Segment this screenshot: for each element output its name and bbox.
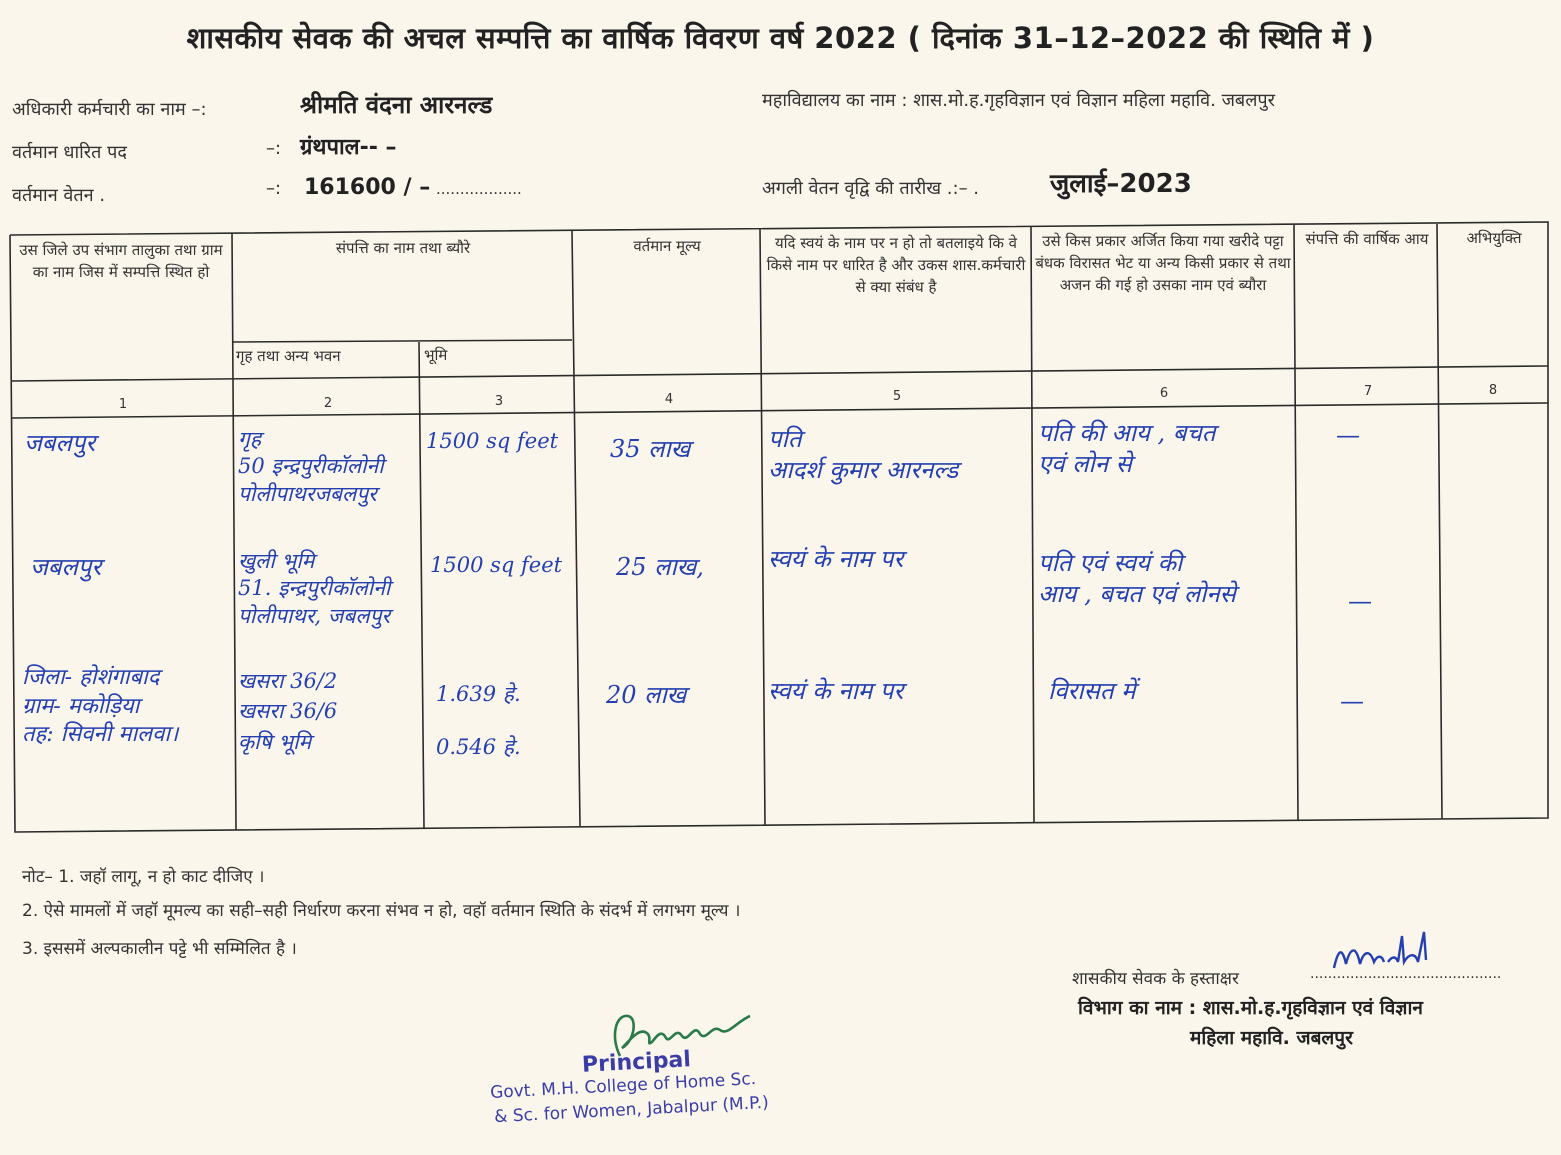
- employee-name-label: अधिकारी कर्मचारी का नाम –:: [12, 99, 207, 120]
- col-number-6: 6: [1159, 386, 1169, 401]
- header-holder-relation: यदि स्वयं के नाम पर न हो तो बतलाइये कि वे किसे नाम पर धारित है और उकस शास.कर्मचारी से क्या संबंध है: [766, 234, 1026, 296]
- col-number-8: 8: [1488, 383, 1498, 398]
- table-row-3-acquired: विरासत में: [1048, 677, 1136, 705]
- note-2: 2. ऐसे मामलों में जहॉ मूमल्य का सही–सही निर्धारण करना संभव न हो, वहॉ वर्तमान स्थिति के संदर्भ में लगभग मूल्य ।: [22, 901, 741, 921]
- col-number-2: 2: [323, 396, 333, 411]
- header-property-details: संपत्ति का नाम तथा ब्यौरे: [335, 239, 471, 257]
- current-post-label: वर्तमान धारित पद: [12, 142, 127, 163]
- header-current-value: वर्तमान मूल्य: [633, 237, 701, 255]
- table-row-3-land: 1.639 हे. 0.546 हे.: [436, 682, 521, 759]
- employee-name-value: श्रीमति वंदना आरनल्ड: [300, 91, 493, 119]
- principal-stamp-title: Principal: [581, 1047, 692, 1078]
- table-row-1-holder: पति आदर्श कुमार आरनल्ड: [768, 425, 959, 485]
- table-row-2-place: जबलपुर: [30, 553, 102, 581]
- current-post-value: ग्रंथपाल-- –: [300, 135, 397, 160]
- table-row-3-holder: स्वयं के नाम पर: [768, 677, 904, 705]
- table-row-1-value: 35 लाख: [610, 435, 691, 463]
- employee-signature-scribble: [1330, 928, 1450, 978]
- header-building: गृह तथा अन्य भवन: [236, 347, 341, 365]
- table-row-2-holder: स्वयं के नाम पर: [768, 545, 904, 573]
- current-salary-label: वर्तमान वेतन .: [12, 185, 106, 206]
- col-number-3: 3: [494, 394, 504, 409]
- table-row-3-place: जिला- होशंगाबाद ग्राम- मकोड़िया तह: सिवनी मालवा।: [22, 665, 179, 748]
- table-row-2-building: खुली भूमि 51. इन्द्रपुरीकॉलोनी पोलीपाथर, जबलपुर: [238, 549, 391, 628]
- current-post-separator: –:: [266, 138, 282, 159]
- table-row-3-building: खसरा 36/2 खसरा 36/6 कृषि भूमि: [238, 669, 338, 754]
- next-increment-value: जुलाई–2023: [1050, 169, 1192, 199]
- col-number-4: 4: [664, 392, 674, 407]
- table-row-1-place: जबलपुर: [24, 429, 96, 457]
- table-row-2-acquired: पति एवं स्वयं की आय , बचत एवं लोनसे: [1038, 549, 1236, 609]
- table-row-1-acquired: पति की आय , बचत एवं लोन से: [1038, 419, 1216, 479]
- principal-stamp-line-1: Govt. M.H. College of Home Sc.: [489, 1069, 757, 1103]
- current-salary-value: 161600 / –: [304, 175, 431, 200]
- col-number-7: 7: [1363, 384, 1373, 399]
- table-row-3-value: 20 लाख: [606, 681, 687, 709]
- header-annual-income: संपत्ति की वार्षिक आय: [1305, 230, 1429, 248]
- college-name-label: महाविद्यालय का नाम : शास.मो.ह.गृहविज्ञान एवं विज्ञान महिला महावि. जबलपुर: [762, 90, 1276, 111]
- note-3: 3. इससमें अल्पकालीन पट्टे भी सम्मिलित है ।: [22, 939, 297, 959]
- principal-stamp-line-2: & Sc. for Women, Jabalpur (M.P.): [493, 1092, 770, 1128]
- header-location: उस जिले उप संभाग तालुका तथा ग्राम का नाम जिस में सम्पत्ति स्थित हो: [19, 241, 223, 281]
- employee-signature-label: शासकीय सेवक के हस्ताक्षर: [1072, 969, 1239, 989]
- header-land: भूमि: [424, 346, 448, 364]
- col-number-1: 1: [118, 397, 128, 412]
- col-number-5: 5: [892, 389, 902, 404]
- department-name-line-2: महिला महावि. जबलपुर: [1190, 1027, 1353, 1049]
- next-increment-label: अगली वेतन वृद्वि की तारीख .:– .: [762, 178, 980, 199]
- table-row-2-land: 1500 sq feet: [430, 553, 563, 577]
- note-1: नोट– 1. जहॉ लागू, न हो काट दीजिए ।: [22, 867, 265, 887]
- header-acquisition: उसे किस प्रकार अर्जित किया गया खरीदे पट्टा बंधक विरासत भेट या अन्य किसी प्रकार से तथा अजन की गई हो उसका नाम एवं ब्यौरा: [1035, 232, 1291, 294]
- page-title: शासकीय सेवक की अचल सम्पत्ति का वार्षिक विवरण वर्ष 2022 ( दिनांक 31–12–2022 की स्थिति में ): [186, 21, 1375, 55]
- department-name-line-1: विभाग का नाम : शास.मो.ह.गृहविज्ञान एवं विज्ञान: [1078, 997, 1423, 1019]
- header-remarks: अभियुक्ति: [1466, 229, 1522, 247]
- table-row-1-building: गृह 50 इन्द्रपुरीकॉलोनी पोलीपाथरजबलपुर: [238, 427, 384, 506]
- table-row-1-income: —: [1336, 421, 1360, 449]
- current-salary-separator: –:: [266, 178, 282, 199]
- table-row-2-value: 25 लाख,: [616, 553, 704, 581]
- current-salary-dots: ..................: [436, 180, 522, 198]
- employee-signature-dots: ...........................................: [1310, 966, 1502, 982]
- table-row-2-income: —: [1348, 587, 1372, 615]
- table-row-1-land: 1500 sq feet: [426, 429, 559, 453]
- table-row-3-income: —: [1340, 687, 1364, 715]
